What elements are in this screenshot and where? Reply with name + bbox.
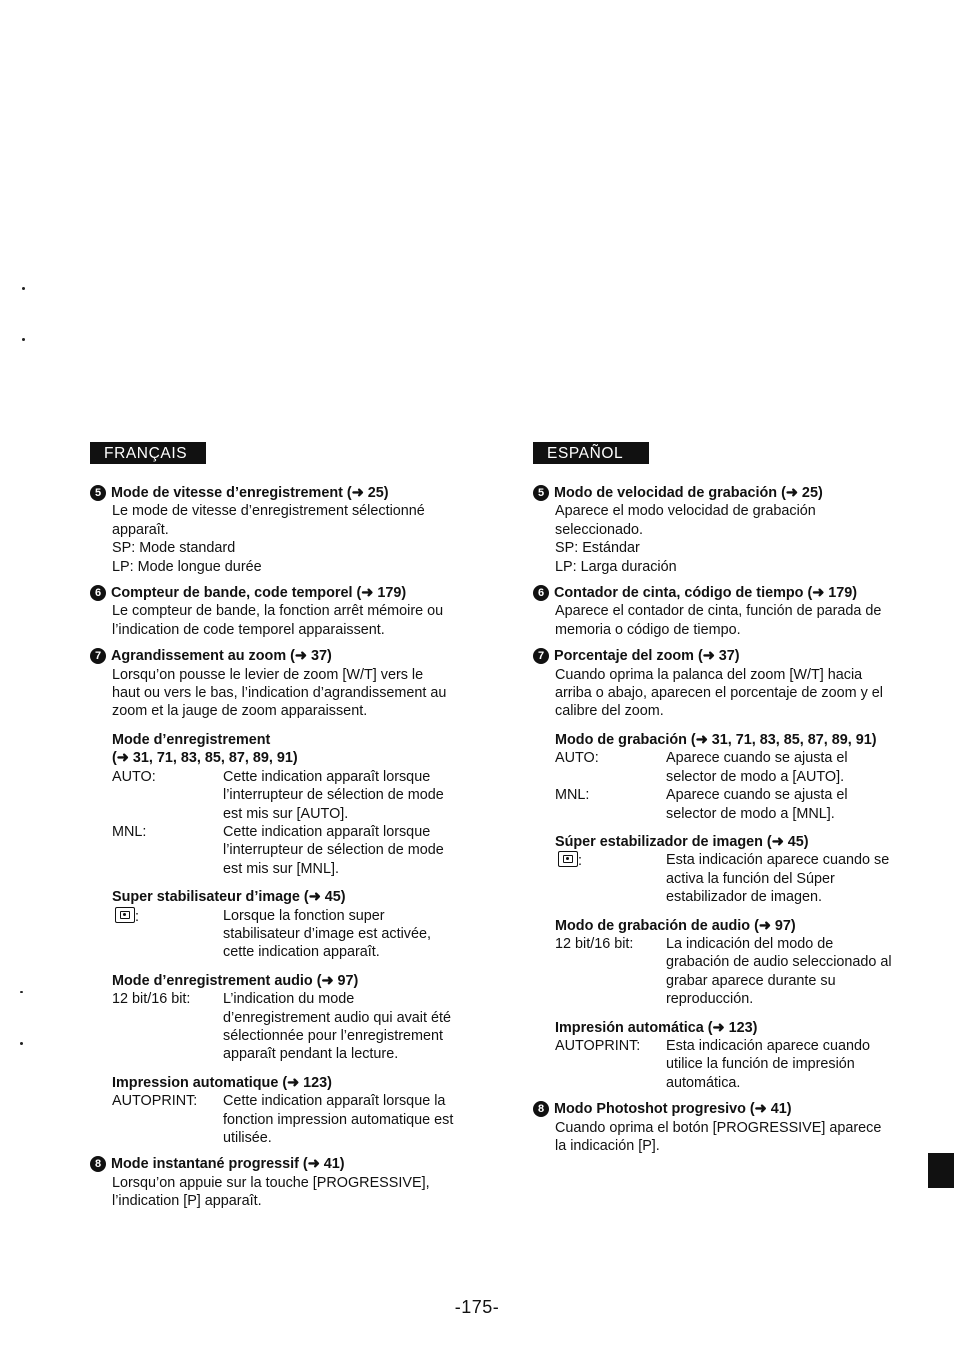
- text-line: stabilisateur d’image est activée,: [223, 925, 431, 942]
- section-8: [533, 1100, 911, 1155]
- text-line: Cette indication apparaît lorsque la: [223, 1093, 446, 1110]
- stabilizer-icon: [558, 851, 578, 867]
- text-line: Esta indicación aparece cuando: [666, 1037, 871, 1054]
- text-line: SP: Estándar: [555, 540, 640, 557]
- text-line: Le compteur de bande, la fonction arrêt mémoire ou: [112, 603, 444, 620]
- section-7: [533, 647, 911, 1092]
- text-line: utilisée.: [223, 1130, 272, 1146]
- rec-mode-subsection: [555, 731, 911, 823]
- stabilizer-icon: [115, 907, 135, 923]
- text-line: Aparece el contador de cinta, función de parada de: [555, 603, 882, 620]
- text-line: est mis sur [AUTO].: [223, 805, 349, 822]
- espanol-column: [533, 442, 911, 1163]
- text-line: grabar aparece durante su: [666, 972, 836, 989]
- term-label: MNL:: [112, 823, 147, 840]
- term-label: 12 bit/16 bit:: [112, 991, 191, 1008]
- text-line: calibre del zoom.: [555, 703, 664, 720]
- text-line: Cette indication apparaît lorsque: [223, 823, 431, 840]
- text-line: la indicación [P].: [555, 1138, 660, 1154]
- subsection-title: Impresión automática (➜ 123): [555, 1019, 758, 1036]
- text-line: fonction impression automatique est: [223, 1111, 454, 1128]
- edge-tab-marker: [928, 1153, 954, 1188]
- rec-mode-subsection: [112, 731, 480, 878]
- section-title: Agrandissement au zoom (➜ 37): [111, 648, 332, 665]
- text-line: automática.: [666, 1074, 741, 1091]
- text-line: Le mode de vitesse d’enregistrement sélectionné: [112, 503, 425, 520]
- text-line: Lorsqu’on appuie sur la touche [PROGRESSIVE],: [112, 1174, 430, 1191]
- subsection-title: Mode d’enregistrement: [112, 731, 271, 748]
- text-line: l’indication [P] apparaît.: [112, 1193, 262, 1210]
- autoprint-subsection: [555, 1019, 911, 1093]
- stabilizer-subsection: [555, 833, 911, 907]
- text-line: apparaît pendant la lecture.: [223, 1046, 399, 1063]
- francais-column: [90, 442, 480, 1219]
- text-line: utilice la función de impresión: [666, 1056, 855, 1073]
- text-line: grabación de audio seleccionado al: [666, 954, 892, 971]
- subsection-title: Mode d’enregistrement audio (➜ 97): [112, 972, 359, 989]
- subsection-title: Super stabilisateur d’image (➜ 45): [112, 889, 346, 906]
- page-number: -175-: [454, 1297, 500, 1317]
- text-line: est mis sur [MNL].: [223, 860, 339, 877]
- section-title: Contador de cinta, código de tiempo (➜ 179): [554, 585, 858, 602]
- text-line: l’interrupteur de sélection de mode: [223, 842, 444, 859]
- text-line: zoom et la jauge de zoom apparaissent.: [112, 703, 368, 720]
- number-badge-5: 5: [90, 485, 106, 501]
- text-line: Lorsqu’on pousse le levier de zoom [W/T] vers le: [112, 666, 424, 683]
- text-line: Esta indicación aparece cuando se: [666, 852, 890, 869]
- subsection-title: Modo de grabación de audio (➜ 97): [555, 917, 796, 934]
- term-label: 12 bit/16 bit:: [555, 935, 634, 952]
- number-badge-5: 5: [533, 485, 549, 501]
- scan-speck: [22, 338, 25, 341]
- text-line: arriba o abajo, aparecen el porcentaje de zoom y el: [555, 685, 883, 702]
- text-line: selector de modo a [AUTO].: [666, 768, 845, 785]
- term-label: AUTO:: [555, 750, 599, 767]
- section-5: [533, 484, 911, 576]
- text-line: d’enregistrement audio qui avait été: [223, 1009, 451, 1026]
- text-line: Lorsque la fonction super: [223, 907, 385, 924]
- text-line: cette indication apparaît.: [223, 944, 380, 961]
- subsection-title: Súper estabilizador de imagen (➜ 45): [555, 833, 809, 850]
- section-6: [533, 584, 911, 639]
- text-line: Cette indication apparaît lorsque: [223, 768, 431, 785]
- number-badge-6: 6: [533, 585, 549, 601]
- stabilizer-subsection: [112, 888, 480, 962]
- text-line: selector de modo a [MNL].: [666, 805, 835, 822]
- text-line: SP: Mode standard: [112, 540, 236, 557]
- subsection-title: Modo de grabación (➜ 31, 71, 83, 85, 87, 89, 91): [555, 731, 877, 748]
- section-title: Mode instantané progressif (➜ 41): [111, 1156, 345, 1173]
- text-line: sélectionnée pour l’enregistrement: [223, 1027, 443, 1044]
- audio-subsection: [555, 917, 911, 1009]
- text-line: reproducción.: [666, 991, 754, 1008]
- text-line: L’indication du mode: [223, 991, 355, 1008]
- term-label: AUTO:: [112, 768, 156, 785]
- text-line: l’indication de code temporel apparaissent.: [112, 621, 385, 638]
- text-line: Cuando oprima el botón [PROGRESSIVE] aparece: [555, 1119, 882, 1136]
- section-title: Mode de vitesse d’enregistrement (➜ 25): [111, 485, 389, 501]
- audio-subsection: [112, 972, 480, 1064]
- scan-speck: [22, 287, 25, 290]
- section-title: Compteur de bande, code temporel (➜ 179): [111, 585, 407, 602]
- section-6: [90, 584, 480, 639]
- text-line: La indicación del modo de: [666, 935, 834, 952]
- number-badge-6: 6: [90, 585, 106, 601]
- section-7: [90, 647, 480, 1147]
- text-line: Aparece cuando se ajusta el: [666, 750, 848, 767]
- number-badge-8: 8: [533, 1101, 549, 1117]
- text-line: apparaît.: [112, 521, 169, 538]
- section-8: [90, 1155, 480, 1210]
- section-title: Modo de velocidad de grabación (➜ 25): [554, 485, 823, 501]
- text-line: estabilizador de imagen.: [666, 889, 822, 906]
- subsection-title-refs: (➜ 31, 71, 83, 85, 87, 89, 91): [112, 750, 298, 767]
- number-badge-7: 7: [90, 648, 106, 664]
- language-tab-espanol: ESPAÑOL: [533, 442, 649, 464]
- number-badge-8: 8: [90, 1156, 106, 1172]
- text-line: haut ou vers le bas, l’indication d’agrandissement au: [112, 685, 447, 702]
- text-line: LP: Larga duración: [555, 558, 677, 575]
- autoprint-subsection: [112, 1074, 480, 1148]
- term-label: AUTOPRINT:: [555, 1037, 641, 1054]
- text-line: l’interrupteur de sélection de mode: [223, 787, 444, 804]
- number-badge-7: 7: [533, 648, 549, 664]
- text-line: seleccionado.: [555, 521, 644, 538]
- text-line: memoria o código de tiempo.: [555, 621, 741, 638]
- term-label: :: [135, 908, 139, 925]
- term-label: AUTOPRINT:: [112, 1093, 198, 1110]
- text-line: Aparece el modo velocidad de grabación: [555, 503, 816, 520]
- subsection-title: Impression automatique (➜ 123): [112, 1074, 332, 1091]
- scan-speck: [20, 1042, 23, 1045]
- text-line: Cuando oprima la palanca del zoom [W/T] hacia: [555, 666, 863, 683]
- scan-speck: [20, 991, 23, 993]
- text-line: LP: Mode longue durée: [112, 558, 262, 575]
- section-title: Porcentaje del zoom (➜ 37): [554, 648, 740, 665]
- section-title: Modo Photoshot progresivo (➜ 41): [554, 1101, 792, 1118]
- text-line: activa la función del Súper: [666, 870, 835, 887]
- term-label: :: [578, 853, 582, 870]
- term-label: MNL:: [555, 787, 590, 804]
- section-5: [90, 484, 480, 576]
- language-tab-francais: FRANÇAIS: [90, 442, 206, 464]
- text-line: Aparece cuando se ajusta el: [666, 787, 848, 804]
